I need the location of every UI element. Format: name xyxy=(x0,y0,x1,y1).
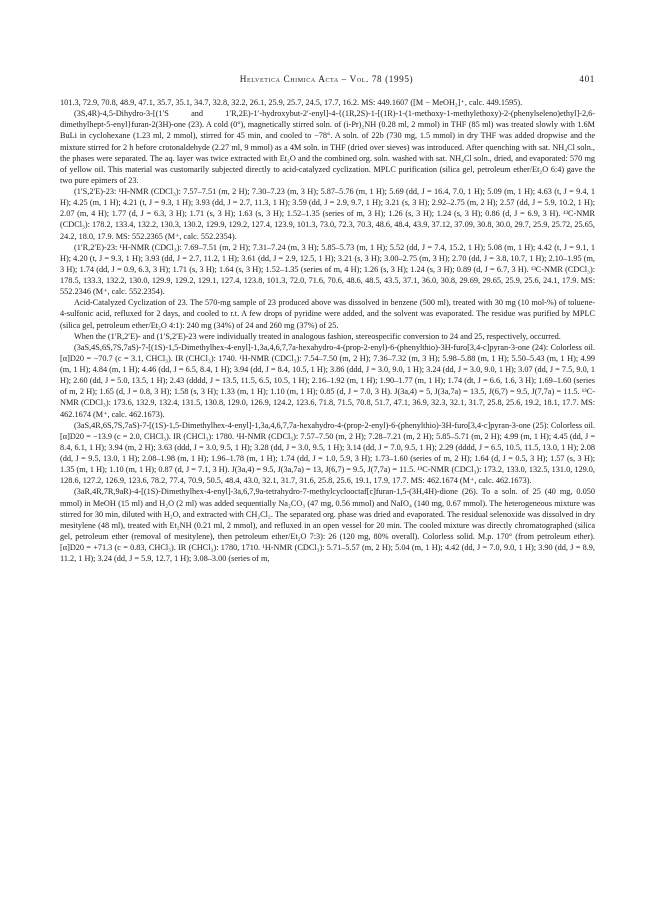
paragraph-ms-continuation: 101.3, 72.9, 70.8, 48.9, 47.1, 35.7, 35.1, 34.7, 32.8, 32.2, 26.1, 25.9, 25.7, 24.5, 17.7, 16.2. MS: 449.1607 ([M − MeOH₂]⁺, calc. 449.1595). xyxy=(60,98,523,107)
paragraph-compound-26: (3aR,4R,7R,9aR)-4-[(1S)-Dimethylhex-4-enyl]-3a,6,7,9a-tetrahydro-7-methylcyclooctaf[c]furan-1,5-(3H,4H)-dione (26). To a soln. of 25 (40 mg, 0.050 mmol) in MeOH (15 ml) and H₂O (2 ml) was added sequentially Na₂CO₃ (47 mg, 0.56 mmol) and NaIO₄ (140 mg, 0.67 mmol). The heterogeneous mixture was stirred for 30 min, diluted with H₂O, and extracted with CH₂Cl₂. The separated org. phase was dried and evaporated. The residual selenoxide was dissolved in dry mesitylene (48 ml), treated with Et₂NH (0.21 ml, 2 mmol), and refluxed in an open vessel for 20 min. The cooled mixture was directly chromatographed (silica gel, petroleum ether (removal of mesitylene), then petroleum ether/Et₂O 7:3): 26 (120 mg, 80% overall). Colorless solid. M.p. 170° (from petroleum ether). [α]D20 = +71.3 (c = 0.83, CHCl₃). IR (CHCl₃): 1780, 1710. ¹H-NMR (CDCl₃): 5.71–5.57 (m, 2 H); 5.04 (m, 1 H); 4.42 (dd, J = 7.0, 9.0, 1 H); 3.90 (dd, J = 8.9, 11.2, 1 H); 3.24 (dd, J = 5.9, 12.7, 1 H); 3.08–3.00 (series of m, xyxy=(60,487,595,564)
paragraph-1s-epimer-data: (1′S,2′E)-23: ¹H-NMR (CDCl₃): 7.57–7.51 (m, 2 H); 7.30–7.23 (m, 3 H); 5.87–5.76 (m, 1 H); 5.69 (dd, J = 16.4, 7.0, 1 H); 5.09 (m, 1 H); 4.63 (t, J = 9.4, 1 H); 4.25 (m, 1 H); 4.21 (t, J = 9.3, 1 H); 3.93 (dd, J = 2.7, 11.3, 1 H); 3.59 (dd, J = 2.9, 9.7, 1 H); 3.21 (s, 3 H); 2.92–2.75 (m, 2 H); 2.57 (dd, J = 5.9, 10.2, 1 H); 2.07 (m, 4 H); 1.77 (d, J = 6.3, 3 H); 1.71 (s, 3 H); 1.63 (s, 3 H); 1.52–1.35 (series of m, 3 H); 1.26 (s, 3 H); 1.24 (s, 3 H); 0.86 (d, J = 6.9, 3 H). ¹³C-NMR (CDCl₃): 178.2, 133.4, 132.2, 130.3, 130.2, 129.9, 129.2, 127.4, 123.9, 101.3, 73.0, 72.3, 70.3, 48.6, 48.4, 43.9, 37.12, 37.09, 30.8, 30.0, 29.7, 25.9, 25.72, 25.65, 24.2, 18.0, 17.9. MS: 552.2365 (M⁺, calc. 552.2354). xyxy=(60,187,595,241)
paragraph-compound-25: (3aS,4R,6S,7S,7aS)-7-[(1S)-1,5-Dimethylhex-4-enyl]-1,3a,4,6,7,7a-hexahydro-4-(prop-2-enyl)-6-(phenylthio)-3H-furo[3,4-c]pyran-3-one (25): Colorless oil. [α]D20 = −13.9 (c = 2.0, CHCl₃). IR (CHCl₃): 1780. ¹H-NMR (CDCl₃): 7.57–7.50 (m, 2 H); 7.28–7.21 (m, 2 H); 5.85–5.71 (m, 2 H); 4.99 (m, 1 H); 4.45 (dd, J = 8.4, 6.1, 1 H); 3.94 (m, 2 H); 3.63 (ddd, J = 3.0, 9.5, 1 H); 3.28 (dd, J = 3.0, 9.5, 1 H); 3.14 (dd, J = 7.0, 9.5, 1 H); 2.29 (dddd, J = 6.5, 10.5, 11.5, 13.0, 1 H); 2.08 (dd, J = 9.5, 13.0, 1 H); 2.08–1.98 (m, 1 H); 1.96–1.78 (m, 1 H); 1.74 (dd, J = 1.0, 5.9, 3 H); 1.73–1.60 (series of m, 2 H); 1.64 (d, J = 0.5, 3 H); 1.57 (s, 3 H); 1.35 (m, 1 H); 1.10 (m, 1 H); 0.87 (d, J = 7.1, 3 H). J(3a,4) = 9.5, J(3a,7a) = 13, J(6,7) = 9.5, J(7,7a) = 11.5. ¹³C-NMR (CDCl₃): 173.2, 133.0, 132.5, 131.0, 129.0, 128.6, 127.2, 126.9, 123.6, 78.2, 77.4, 70.9, 50.5, 48.4, 43.0, 32.1, 31.7, 31.6, 25.8, 25.6, 19.1, 17.9, 17.7. MS: 462.1674 (M⁺, calc. 462.1673). xyxy=(60,420,595,486)
page-number: 401 xyxy=(579,74,595,84)
paragraph-stereospecific-conversion: When the (1′R,2′E)- and (1′S,2′E)-23 were individually treated in analogous fashion, stereospecific conversion to 24 and 25, respectively, occurred. xyxy=(74,331,561,341)
paragraph-1r-epimer-data: (1′R,2′E)-23: ¹H-NMR (CDCl₃): 7.69–7.51 (m, 2 H); 7.31–7.24 (m, 3 H); 5.85–5.73 (m, 1 H); 5.52 (dd, J = 7.4, 15.2, 1 H); 5.08 (m, 1 H); 4.42 (t, J = 9.1, 1 H); 4.20 (t, J = 9.3, 1 H); 3.93 (dd, J = 2.7, 11.2, 1 H); 3.61 (dd, J = 2.9, 12.5, 1 H); 3.21 (s, 3 H); 3.00–2.75 (m, 3 H); 2.70 (dd, J = 3.8, 10.7, 1 H); 2.10–1.95 (m, 3 H); 1.74 (dd, J = 0.9, 6.3, 3 H); 1.71 (s, 3 H); 1.64 (s, 3 H); 1.52–1.35 (series of m, 4 H); 1.26 (s, 3 H); 1.24 (s, 3 H); 0.89 (d, J = 6.7, 3 H). ¹³C-NMR (CDCl₃): 178.5, 133.3, 132.2, 130.0, 129.9, 129.2, 129.1, 127.4, 123.8, 101.3, 72.0, 71.6, 70.6, 48.6, 48.5, 43.5, 37.1, 36.0, 30.8, 29.69, 29.65, 25.9, 25.6, 24.1, 17.9. MS: 552.2346 (M⁺, calc. 552.2354). xyxy=(60,242,595,297)
paragraph-compound-23-synthesis: (3S,4R)-4,5-Dihydro-3-[(1′S and 1′R,2E)-1′-hydroxybut-2′-enyl]-4-{(1R,2S)-1-[(1R)-1-(1-methoxy-1-methylethoxy)-2-(phenylseleno)ethyl]-2,6-dimethylhept-5-enyl}furan-2(3H)-one (23). A cold (0°), magnetically stirred soln. of (i-Pr)₂NH (0.28 ml, 2 mmol) in THF (85 ml) was treated slowly with 1.6M BuLi in cyclohexane (1.23 ml, 2 mmol), stirred for 45 min, and cooled to −78°. A soln. of 22b (730 mg, 1.5 mmol) in dry THF was added dropwise and the mixture stirred for 2 h before crotonaldehyde (2.27 ml, 9 mmol) as a 4M soln. in THF (dried over sieves) was introduced. After quenching with sat. NH₄Cl soln., the phases were separated. The aq. layer was twice extracted with Et₂O and the combined org. soln. washed with sat. NH₄Cl soln., dried, and evaporated: 570 mg of yellow oil. This material was customarily subjected directly to acid-catalyzed cyclization. MPLC purification (silica gel, petroleum ether/Et₂O 6:4) gave the two pure epimers of 23. xyxy=(60,109,595,185)
paragraph-acid-cyclization: Acid-Catalyzed Cyclization of 23. The 570-mg sample of 23 produced above was dissolved in benzene (500 ml), treated with 30 mg (10 mol-%) of toluene-4-sulfonic acid, refluxed for 2 days, and cooled to r.t. A few drops of pyridine were added, and the solvent was evaporated. The residue was purified by MPLC (silica gel, petroleum ether/Et₂O 4:1): 240 mg (34%) of 24 and 260 mg (37%) of 25. xyxy=(60,298,595,330)
journal-title: Helvetica Chimica Acta – Vol. 78 (1995) xyxy=(239,74,414,84)
running-header xyxy=(58,74,595,88)
article-body xyxy=(60,97,595,564)
paragraph-compound-24: (3aS,4S,6S,7S,7aS)-7-[(1S)-1,5-Dimethylhex-4-enyl]-1,3a,4,6,7,7a-hexahydro-4-(prop-2-enyl)-6-(phenylthio)-3H-furo[3,4-c]pyran-3-one (24): Colorless oil. [α]D20 = −70.7 (c = 3.1, CHCl₃). IR (CHCl₃): 1740. ¹H-NMR (CDCl₃): 7.54–7.50 (m, 2 H); 7.36–7.32 (m, 3 H); 5.98–5.88 (m, 1 H); 5.50–5.43 (m, 1 H); 4.99 (m, 1 H); 4.84 (m, 1 H); 4.46 (dd, J = 6.5, 8.4, 1 H); 3.94 (dd, J = 8.4, 10.5, 1 H); 3.86 (ddd, J = 3.0, 9.0, 1 H); 3.24 (dd, J = 3.0, 9.0, 1 H); 3.07 (dd, J = 7.5, 9.0, 1 H); 2.60 (dd, J = 5.0, 13.5, 1 H); 2.43 (dddd, J = 13.5, 11.5, 6.5, 10.5, 1 H); 2.16–1.92 (m, 1 H); 1.90–1.77 (m, 1 H); 1.74 (dt, J = 6.6, 1.6, 3 H); 1.69–1.60 (series of m, 2 H); 1.65 (d, J = 0.8, 3 H); 1.58 (s, 3 H); 1.33 (m, 1 H); 1.10 (m, 1 H); 0.85 (d, J = 7.0, 3 H). J(3a,4) = 5, J(3a,7a) = 13.5, J(6,7) = 9.5, J(7,7a) = 11.5. ¹³C-NMR (CDCl₃): 173.6, 132.9, 132.4, 131.5, 130.8, 129.0, 126.9, 124.2, 123.6, 71.8, 71.5, 70.8, 51.7, 47.1, 36.9, 32.3, 32.1, 31.7, 25.8, 25.6, 19.2, 18.1, 17.7. MS: 462.1674 (M⁺, calc. 462.1673). xyxy=(60,342,595,419)
